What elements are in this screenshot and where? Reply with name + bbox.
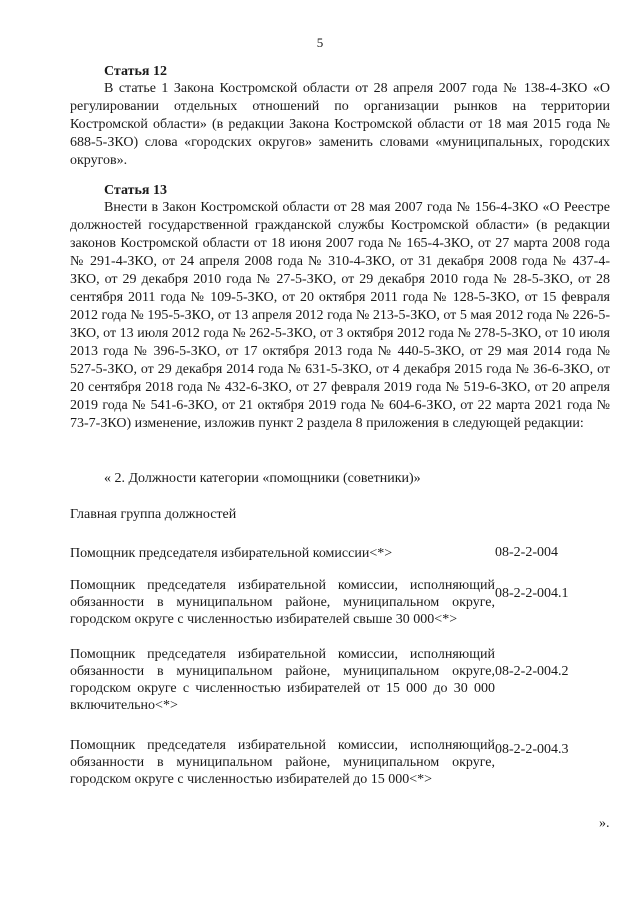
position-code-2: 08-2-2-004.1 [495,586,569,601]
closing-quote: ». [599,816,610,831]
position-text-1: Помощник председателя избирательной комиссии<*> [70,546,393,561]
position-text-2: Помощник председателя избирательной комиссии, исполняющий обязанности в муниципальном районе, муниципальном округе, городском округе с численностью избирателей свыше 30 000<*> [70,578,495,627]
position-code-1: 08-2-2-004 [495,545,558,560]
page-number: 5 [316,35,324,50]
amendment-quote-line: « 2. Должности категории «помощники (советники)» [104,471,421,486]
article-13-text: Внести в Закон Костромской области от 28 мая 2007 года № 156-4-ЗКО «О Реестре должностей государственной гражданской службы Костромской области» (в редакции законов Костромской области от 18 июня 2007 года № 165-4-ЗКО, от 27 марта 2008 года № 291-4-ЗКО, от 24 апреля 2008 года № 310-4-ЗКО, от 31 декабря 2008 года № 437-4-ЗКО, от 29 декабря 2010 года № 27-5-ЗКО, от 29 декабря 2010 года № 28-5-ЗКО, от 28 сентября 2011 года № 109-5-ЗКО, от 20 октября 2011 года № 128-5-ЗКО, от 15 февраля 2012 года № 195-5-ЗКО, от 13 апреля 2012 года № 213-5-ЗКО, от 5 мая 2012 года № 226-5-ЗКО, от 13 июля 2012 года № 262-5-ЗКО, от 3 октября 2012 года № 278-5-ЗКО, от 10 июля 2013 года № 396-5-ЗКО, от 17 октября 2013 года № 440-5-ЗКО, от 29 мая 2014 года № 527-5-ЗКО, от 29 декабря 2014 года № 631-5-ЗКО, от 4 декабря 2015 года № 36-6-ЗКО, от 20 сентября 2018 года № 432-6-ЗКО, от 27 февраля 2019 года № 519-6-ЗКО, от 20 апреля 2019 года № 541-6-ЗКО, от 21 октября 2019 года № 604-6-ЗКО, от 22 марта 2021 года № 73-7-ЗКО) изменение, изложив пункт 2 раздела 8 приложения в следующей редакции: [70,200,610,431]
position-text-3: Помощник председателя избирательной комиссии, исполняющий обязанности в муниципальном районе, муниципальном округе, городском округе с численностью избирателей от 15 000 до 30 000 включительно<*> [70,647,495,713]
position-text-4: Помощник председателя избирательной комиссии, исполняющий обязанности в муниципальном районе, муниципальном округе, городском округе с численностью избирателей до 15 000<*> [70,738,495,787]
article-12-heading: Статья 12 [104,64,167,79]
article-12-text: В статье 1 Закона Костромской области от 28 апреля 2007 года № 138-4-ЗКО «О регулировании отдельных отношений по организации рынков на территории Костромской области» (в редакции Закона Костромской области от 18 мая 2015 года № 688-5-ЗКО) слова «городских округов» заменить словами «муниципальных, городских округов». [70,81,610,168]
article-13-heading: Статья 13 [104,183,167,198]
position-code-4: 08-2-2-004.3 [495,742,569,757]
group-title: Главная группа должностей [70,507,237,522]
position-code-3: 08-2-2-004.2 [495,664,569,679]
